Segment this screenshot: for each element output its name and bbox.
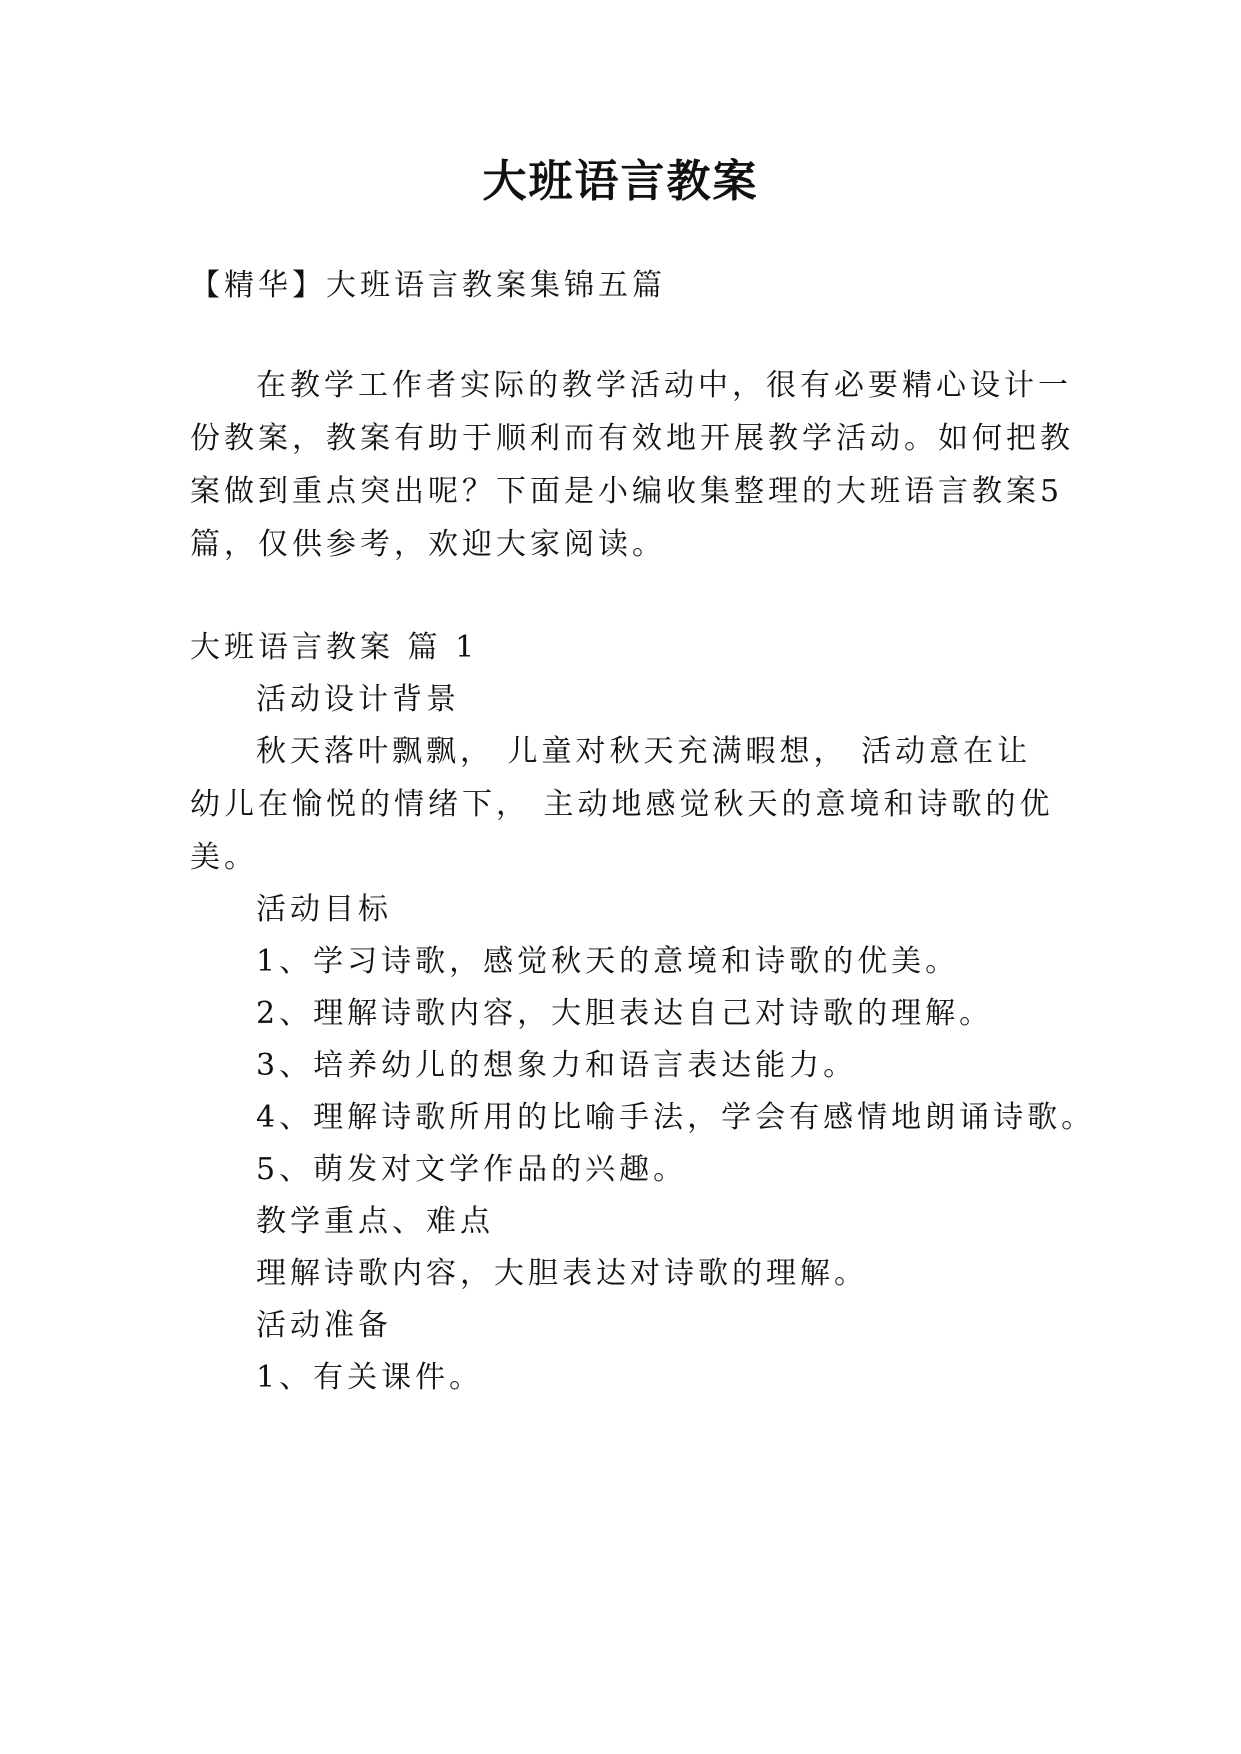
goal-item: 2、理解诗歌内容，大胆表达自己对诗歌的理解。 bbox=[256, 996, 994, 1031]
intro-line: 份教案，教案有助于顺利而有效地开展教学活动。如何把教 bbox=[190, 421, 1074, 456]
background-heading: 活动设计背景 bbox=[256, 682, 460, 717]
prep-item: 1、有关课件。 bbox=[256, 1360, 484, 1395]
intro-line: 篇，仅供参考，欢迎大家阅读。 bbox=[190, 527, 666, 562]
section-heading: 大班语言教案 篇 1 bbox=[190, 630, 479, 665]
goal-item: 4、理解诗歌所用的比喻手法，学会有感情地朗诵诗歌。 bbox=[256, 1100, 1096, 1135]
key-points-text: 理解诗歌内容，大胆表达对诗歌的理解。 bbox=[256, 1256, 868, 1291]
goal-item: 1、学习诗歌，感觉秋天的意境和诗歌的优美。 bbox=[256, 944, 960, 979]
document-subtitle: 【精华】大班语言教案集锦五篇 bbox=[190, 268, 666, 303]
document-title: 大班语言教案 bbox=[482, 156, 759, 207]
prep-heading: 活动准备 bbox=[256, 1308, 392, 1343]
goals-heading: 活动目标 bbox=[256, 892, 392, 927]
background-text-line: 秋天落叶飘飘， 儿童对秋天充满暇想， 活动意在让 bbox=[256, 734, 1032, 769]
goal-item: 5、萌发对文学作品的兴趣。 bbox=[256, 1152, 688, 1187]
intro-line: 案做到重点突出呢？下面是小编收集整理的大班语言教案5 bbox=[190, 474, 1064, 509]
key-points-heading: 教学重点、难点 bbox=[256, 1204, 494, 1239]
background-text-line: 美。 bbox=[190, 840, 258, 875]
goal-item: 3、培养幼儿的想象力和语言表达能力。 bbox=[256, 1048, 858, 1083]
background-text-line: 幼儿在愉悦的情绪下， 主动地感觉秋天的意境和诗歌的优 bbox=[190, 787, 1054, 822]
intro-line: 在教学工作者实际的教学活动中，很有必要精心设计一 bbox=[256, 368, 1072, 403]
